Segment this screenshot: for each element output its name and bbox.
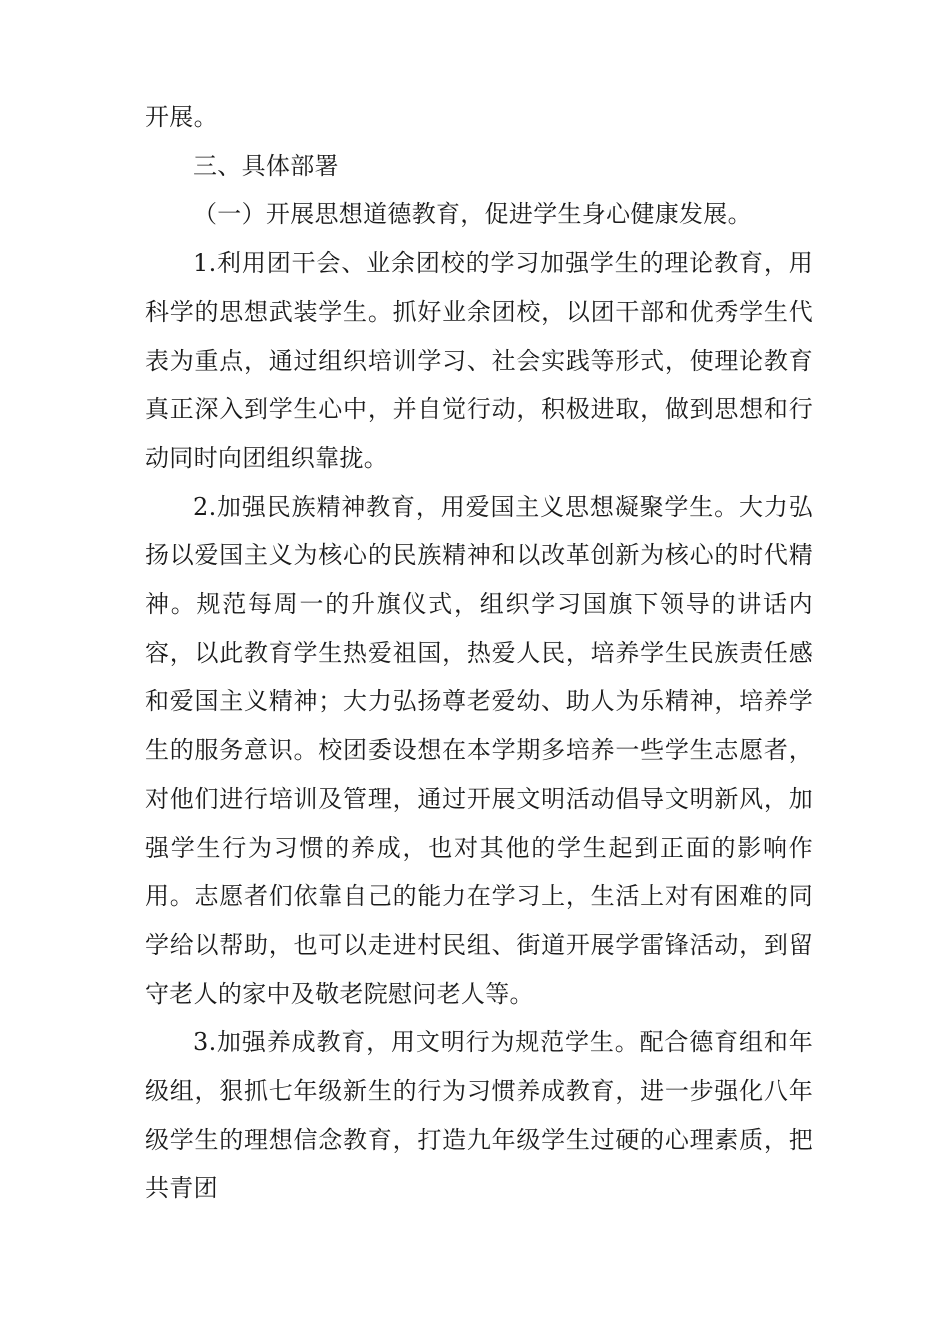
body-text: [145, 93, 813, 1213]
paragraph-item-2: 2.加强民族精神教育，用爱国主义思想凝聚学生。大力弘扬以爱国主义为核心的民族精神和以改革创新为核心的时代精神。规范每周一的升旗仪式，组织学习国旗下领导的讲话内容，以此教育学生热爱祖国，热爱人民，培养学生民族责任感和爱国主义精神；大力弘扬尊老爱幼、助人为乐精神，培养学生的服务意识。校团委设想在本学期多培养一些学生志愿者，对他们进行培训及管理，通过开展文明活动倡导文明新风，加强学生行为习惯的养成，也对其他的学生起到正面的影响作用。志愿者们依靠自己的能力在学习上，生活上对有困难的同学给以帮助，也可以走进村民组、街道开展学雷锋活动，到留守老人的家中及敬老院慰问老人等。: [145, 492, 813, 1008]
subsection-heading: （一）开展思想道德教育，促进学生身心健康发展。: [193, 200, 752, 229]
paragraph-item-1: 1.利用团干会、业余团校的学习加强学生的理论教育，用科学的思想武装学生。抓好业余团校，以团干部和优秀学生代表为重点，通过组织培训学习、社会实践等形式，使理论教育真正深入到学生心中，并自觉行动，积极进取，做到思想和行动同时向团组织靠拢。: [145, 249, 813, 472]
section-heading: 三、具体部署: [193, 151, 339, 180]
paragraph-continuation: 开展。: [145, 103, 218, 131]
paragraph-item-3: 3.加强养成教育，用文明行为规范学生。配合德育组和年级组，狠抓七年级新生的行为习惯养成教育，进一步强化八年级学生的理想信念教育，打造九年级学生过硬的心理素质，把共青团: [145, 1028, 813, 1203]
